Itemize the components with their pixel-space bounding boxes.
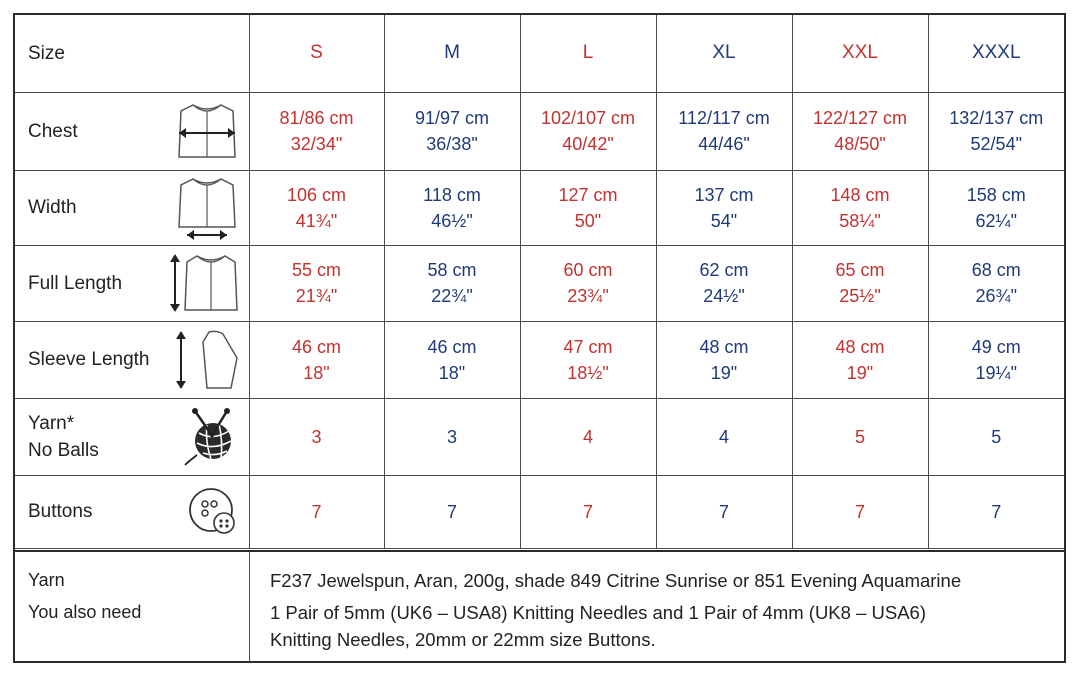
yarn-balls-s: 3 xyxy=(249,398,384,475)
buttons-label-cell xyxy=(15,475,249,548)
full-length-xxl: 65 cm 25½" xyxy=(792,245,928,321)
yarn-balls-m: 3 xyxy=(384,398,520,475)
width-label-cell xyxy=(15,170,249,245)
row-label: Width xyxy=(28,197,77,218)
buttons-m: 7 xyxy=(384,475,520,548)
chest-s: 81/86 cm 32/34" xyxy=(249,92,384,170)
yarn-description: F237 Jewelspun, Aran, 200g, shade 849 Citrine Sunrise or 851 Evening Aquamarine xyxy=(270,570,962,591)
size-l: L xyxy=(520,15,656,92)
size-s: S xyxy=(249,15,384,92)
yarn-balls-xxl: 5 xyxy=(792,398,928,475)
yarn-balls-l: 4 xyxy=(520,398,656,475)
also-need-line-2: Knitting Needles, 20mm or 22mm size Buttons. xyxy=(270,629,656,650)
full-length-m: 58 cm 22¾" xyxy=(384,245,520,321)
width-s: 106 cm 41¾" xyxy=(249,170,384,245)
size-xl: XL xyxy=(656,15,792,92)
size-chart xyxy=(13,13,1066,663)
chest-width-icon xyxy=(175,101,239,161)
full-length-xxxl: 68 cm 26¾" xyxy=(928,245,1064,321)
sleeve-length-row xyxy=(15,321,1064,398)
chest-m: 91/97 cm 36/38" xyxy=(384,92,520,170)
width-xxxl: 158 cm 62¼" xyxy=(928,170,1064,245)
chest-l: 102/107 cm 40/42" xyxy=(520,92,656,170)
garment-width-icon xyxy=(175,175,239,241)
size-m: M xyxy=(384,15,520,92)
full-length-row xyxy=(15,245,1064,321)
row-label: Yarn* xyxy=(28,412,75,434)
buttons-xxl: 7 xyxy=(792,475,928,548)
yarn-balls-xxxl: 5 xyxy=(928,398,1064,475)
size-table xyxy=(15,15,1064,549)
yarn-balls-row xyxy=(15,398,1064,475)
materials-section xyxy=(15,550,1064,663)
yarn-balls-label-cell xyxy=(15,398,249,475)
width-row xyxy=(15,170,1064,245)
buttons-xxxl: 7 xyxy=(928,475,1064,548)
yarn-label: Yarn xyxy=(28,570,65,590)
size-header-row xyxy=(15,15,1064,92)
also-need-label: You also need xyxy=(28,602,142,622)
button-icon xyxy=(187,486,239,538)
full-length-s: 55 cm 21¾" xyxy=(249,245,384,321)
sleeve-length-xxl: 48 cm 19" xyxy=(792,321,928,398)
buttons-xl: 7 xyxy=(656,475,792,548)
sleeve-length-label-cell xyxy=(15,321,249,398)
chest-xl: 112/117 cm 44/46" xyxy=(656,92,792,170)
full-length-xl: 62 cm 24½" xyxy=(656,245,792,321)
sleeve-length-icon xyxy=(173,328,239,392)
sleeve-length-m: 46 cm 18" xyxy=(384,321,520,398)
sleeve-length-l: 47 cm 18½" xyxy=(520,321,656,398)
chest-xxxl: 132/137 cm 52/54" xyxy=(928,92,1064,170)
row-label: Chest xyxy=(28,120,78,142)
sleeve-length-xxxl: 49 cm 19¼" xyxy=(928,321,1064,398)
sleeve-length-xl: 48 cm 19" xyxy=(656,321,792,398)
size-label: Size xyxy=(15,15,249,92)
chest-row xyxy=(15,92,1064,170)
width-xxl: 148 cm 58¼" xyxy=(792,170,928,245)
full-length-icon xyxy=(169,250,239,316)
buttons-row xyxy=(15,475,1064,548)
divider xyxy=(249,552,250,663)
width-l: 127 cm 50" xyxy=(520,170,656,245)
chest-label-cell xyxy=(15,92,249,170)
width-xl: 137 cm 54" xyxy=(656,170,792,245)
sleeve-length-s: 46 cm 18" xyxy=(249,321,384,398)
size-xxl: XXL xyxy=(792,15,928,92)
chest-xxl: 122/127 cm 48/50" xyxy=(792,92,928,170)
buttons-l: 7 xyxy=(520,475,656,548)
yarn-balls-xl: 4 xyxy=(656,398,792,475)
row-label: Buttons xyxy=(28,501,93,522)
buttons-s: 7 xyxy=(249,475,384,548)
size-xxxl: XXXL xyxy=(928,15,1064,92)
row-label: No Balls xyxy=(28,439,99,461)
row-label: Sleeve Length xyxy=(28,349,150,370)
also-need-line-1: 1 Pair of 5mm (UK6 – USA8) Knitting Needles and 1 Pair of 4mm (UK8 – USA6) xyxy=(270,602,926,623)
full-length-l: 60 cm 23¾" xyxy=(520,245,656,321)
full-length-label-cell xyxy=(15,245,249,321)
width-m: 118 cm 46½" xyxy=(384,170,520,245)
row-label: Full Length xyxy=(28,272,123,294)
